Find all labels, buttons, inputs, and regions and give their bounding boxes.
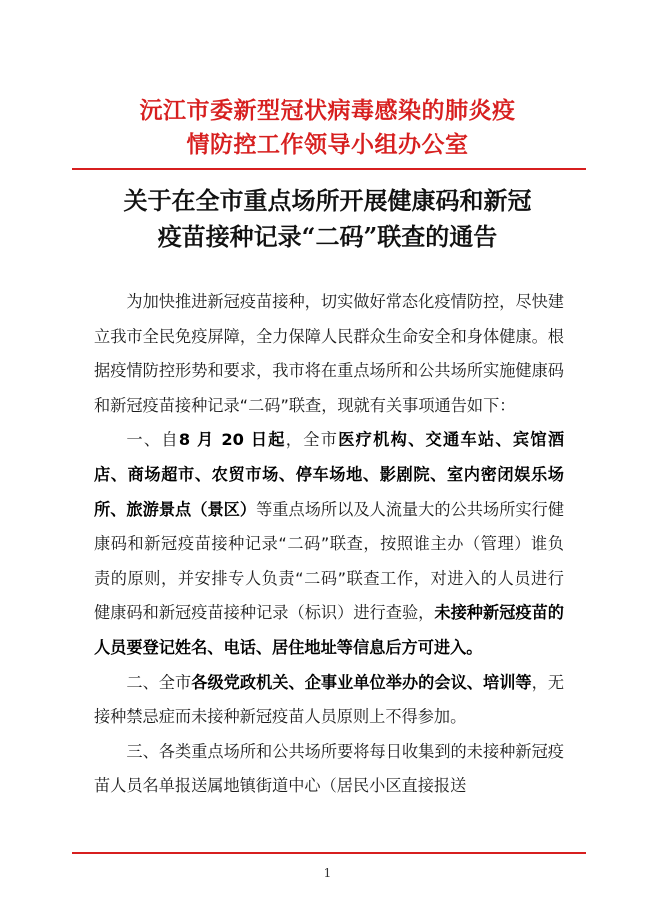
item-2-scope: 各级党政机关、企事业单位举办的会议、培训等 bbox=[191, 672, 532, 692]
notice-title-line-1: 关于在全市重点场所开展健康码和新冠 bbox=[123, 186, 532, 215]
item-1-paragraph bbox=[94, 423, 564, 665]
notice-body bbox=[94, 285, 564, 804]
header-red-rule bbox=[72, 168, 586, 170]
item-3-paragraph: 三、各类重点场所和公共场所要将每日收集到的未接种新冠疫苗人员名单报送属地镇街道中心（居民小区直接报送 bbox=[94, 741, 564, 796]
item-1-places: 医疗机构、交通车站、宾馆酒店、商场超市、农贸市场、停车场地、影剧院、室内密闭娱乐场所、旅游景点（景区） bbox=[94, 430, 565, 519]
item-1-requirement: 等重点场所以及人流量大的公共场所实行健康码和新冠疫苗接种记录“二码”联查，按照谁主办（管理）谁负责的原则，并安排专人负责“二码”联查工作，对进入的人员进行健康码和新冠疫苗接种记录（标识）进行查验， bbox=[94, 499, 565, 623]
item-1-prefix: 一、自 bbox=[126, 430, 179, 450]
item-1-registration-rule: 未接种新冠疫苗的人员要登记姓名、电话、居住地址等信息后方可进入。 bbox=[94, 603, 564, 657]
item-2-paragraph bbox=[94, 666, 564, 735]
issuing-organization-line-1: 沅江市委新型冠状病毒感染的肺炎疫 bbox=[139, 97, 516, 124]
footer-red-rule bbox=[72, 852, 586, 854]
item-1-connector: ，全市 bbox=[285, 430, 339, 450]
item-2-rule: ，无接种禁忌症而未接种新冠疫苗人员原则上不得参加。 bbox=[94, 672, 565, 727]
page-number: 1 bbox=[323, 866, 332, 880]
notice-title-line-2: 疫苗接种记录“二码”联查的通告 bbox=[157, 222, 498, 251]
intro-paragraph: 为加快推进新冠疫苗接种，切实做好常态化疫情防控，尽快建立我市全民免疫屏障，全力保障人民群众生命安全和身体健康。根据疫情防控形势和要求，我市将在重点场所和公共场所实施健康码和新冠疫苗接种记录“二码”联查，现就有关事项通告如下： bbox=[94, 292, 564, 415]
issuing-organization-line-2: 情防控工作领导小组办公室 bbox=[186, 131, 469, 158]
item-2-prefix: 二、全市 bbox=[126, 672, 192, 692]
item-1-date: 8 月 20 日起 bbox=[178, 430, 286, 450]
